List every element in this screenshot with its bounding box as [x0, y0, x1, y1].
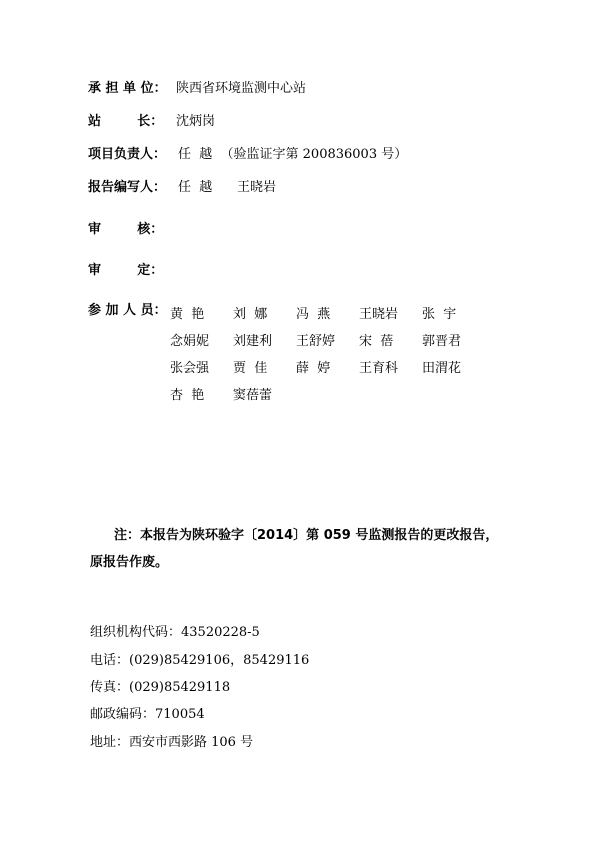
project-lead-label: 项目负责人：: [88, 147, 167, 162]
revision-note: [90, 522, 510, 576]
staff-name: 王育科: [359, 361, 399, 376]
staff-name: 宋 蓓: [359, 334, 394, 349]
participants-label: 参 加 人 员：: [88, 303, 167, 318]
project-lead-value: 任 越 （验监证字第 200836003 号）: [178, 147, 408, 162]
note-line-2: 原报告作废。: [90, 555, 169, 570]
staff-name: 杏 艳: [170, 388, 205, 403]
staff-name: 王舒婷: [296, 334, 336, 349]
note-line-1: 注：本报告为陕环验字〔2014〕第 059 号监测报告的更改报告，: [114, 528, 499, 543]
phone: 电话：(029)85429106，85429116: [90, 653, 310, 668]
staff-name: 张 宇: [422, 307, 457, 322]
writer-value: 任 越 王晓岩: [178, 180, 277, 195]
review-label: 审 核：: [88, 222, 164, 237]
staff-name: 薛 婷: [296, 361, 331, 376]
fax: 传真：(029)85429118: [90, 680, 231, 695]
director-label: 站 长：: [88, 114, 164, 129]
staff-name: 王晓岩: [359, 307, 399, 322]
staff-name: 念娟妮: [170, 334, 210, 349]
unit-value: 陕西省环境监测中心站: [176, 81, 307, 96]
staff-name: 刘 娜: [233, 307, 268, 322]
staff-name: 窦蓓蕾: [233, 388, 273, 403]
staff-name: 冯 燕: [296, 307, 331, 322]
staff-name: 郭晋君: [422, 334, 462, 349]
staff-name: 黄 艳: [170, 307, 205, 322]
address: 地址：西安市西影路 106 号: [90, 735, 254, 750]
director-value: 沈炳岗: [176, 114, 216, 129]
staff-name: 张会强: [170, 361, 210, 376]
staff-name: 田渭花: [422, 361, 462, 376]
postcode: 邮政编码：710054: [90, 707, 205, 722]
org-code: 组织机构代码：43520228-5: [90, 625, 260, 640]
approve-label: 审 定：: [88, 263, 164, 278]
writer-label: 报告编写人：: [88, 180, 167, 195]
unit-label: 承 担 单 位：: [88, 81, 167, 96]
staff-name: 刘建利: [233, 334, 273, 349]
staff-name: 贾 佳: [233, 361, 268, 376]
